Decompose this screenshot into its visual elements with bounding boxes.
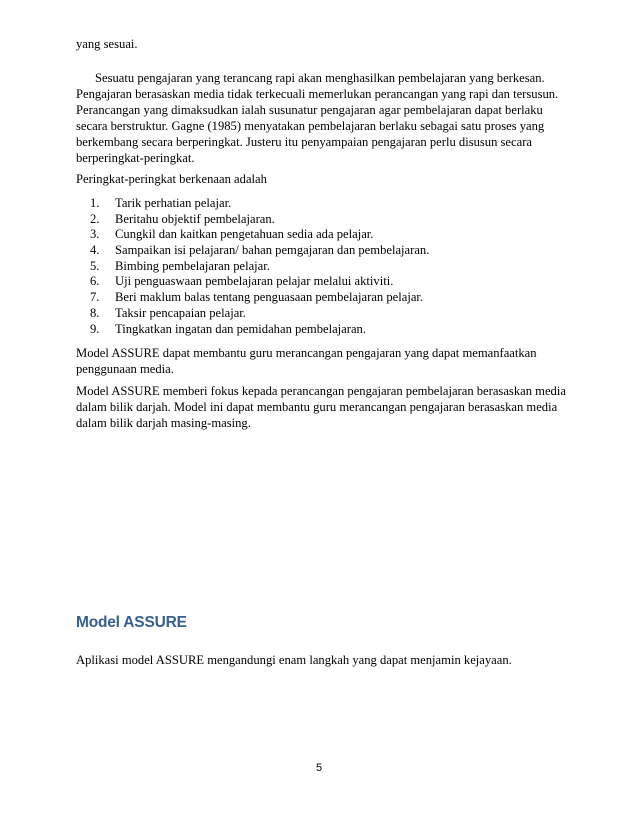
list-item — [90, 290, 429, 306]
list-item — [90, 274, 429, 290]
paragraph-line: Sesuatu pengajaran yang terancang rapi akan menghasilkan pembelajaran yang berkesan. — [95, 71, 545, 85]
list-item-text: Sampaikan isi pelajaran/ bahan pemgajaran dan pembelajaran. — [115, 243, 430, 258]
paragraph-line: Model ASSURE dapat membantu guru merancangan pengajaran yang dapat memanfaatkan — [76, 346, 537, 360]
list-item — [90, 227, 429, 243]
paragraph-line: secara berstruktur. Gagne (1985) menyatakan pembelajaran berlaku sebagai satu proses yang — [76, 119, 545, 133]
paragraph-line: dalam bilik darjah masing-masing. — [76, 416, 251, 430]
paragraph-line: berperingkat-peringkat. — [76, 151, 195, 165]
page-number: 5 — [315, 762, 323, 774]
list-number: 4. — [90, 243, 100, 258]
list-item-text: Taksir pencapaian pelajar. — [115, 305, 246, 320]
section-heading: Model ASSURE — [76, 614, 187, 631]
list-item — [90, 322, 429, 338]
list-item — [90, 243, 429, 259]
paragraph-line: Perancangan yang dimaksudkan ialah susunatur pengajaran agar pembelajaran dapat berlaku — [76, 103, 543, 117]
paragraph-line: Pengajaran berasaskan media tidak terkecuali memerlukan perancangan yang rapi dan tersusun. — [76, 87, 559, 101]
list-item — [90, 306, 429, 322]
list-number: 5. — [90, 258, 100, 273]
list-item — [90, 259, 429, 275]
list-item-text: Tingkatkan ingatan dan pemidahan pembelajaran. — [115, 321, 366, 336]
list-intro: Peringkat-peringkat berkenaan adalah — [76, 172, 267, 186]
list-number: 1. — [90, 196, 100, 210]
numbered-list — [90, 196, 429, 337]
list-item-text: Beritahu objektif pembelajaran. — [115, 211, 275, 226]
paragraph-line: Model ASSURE memberi fokus kepada perancangan pengajaran pembelajaran berasaskan media — [76, 384, 566, 398]
list-item — [90, 212, 429, 228]
list-item-text: Bimbing pembelajaran pelajar. — [115, 258, 270, 273]
paragraph-line: dalam bilik darjah. Model ini dapat membantu guru merancangan pengajaran berasaskan media — [76, 400, 558, 414]
list-number: 2. — [90, 211, 100, 226]
list-number: 3. — [90, 227, 100, 242]
paragraph-line: penggunaan media. — [76, 362, 174, 376]
list-number: 7. — [90, 290, 100, 305]
list-item-text: Cungkil dan kaitkan pengetahuan sedia ada pelajar. — [115, 227, 374, 242]
list-item-text: Tarik perhatian pelajar. — [115, 196, 232, 210]
list-item — [90, 196, 429, 212]
list-number: 8. — [90, 305, 100, 320]
list-item-text: Uji penguaswaan pembelajaran pelajar melalui aktiviti. — [115, 274, 394, 289]
list-item-text: Beri maklum balas tentang penguasaan pembelajaran pelajar. — [115, 290, 424, 305]
list-number: 9. — [90, 321, 100, 336]
paragraph-line: Aplikasi model ASSURE mengandungi enam langkah yang dapat menjamin kejayaan. — [76, 653, 512, 667]
text-line: yang sesuai. — [76, 37, 138, 51]
list-number: 6. — [90, 274, 100, 289]
paragraph-line: berkembang secara berperingkat. Justeru itu penyampaian pengajaran perlu disusun secara — [76, 135, 532, 149]
